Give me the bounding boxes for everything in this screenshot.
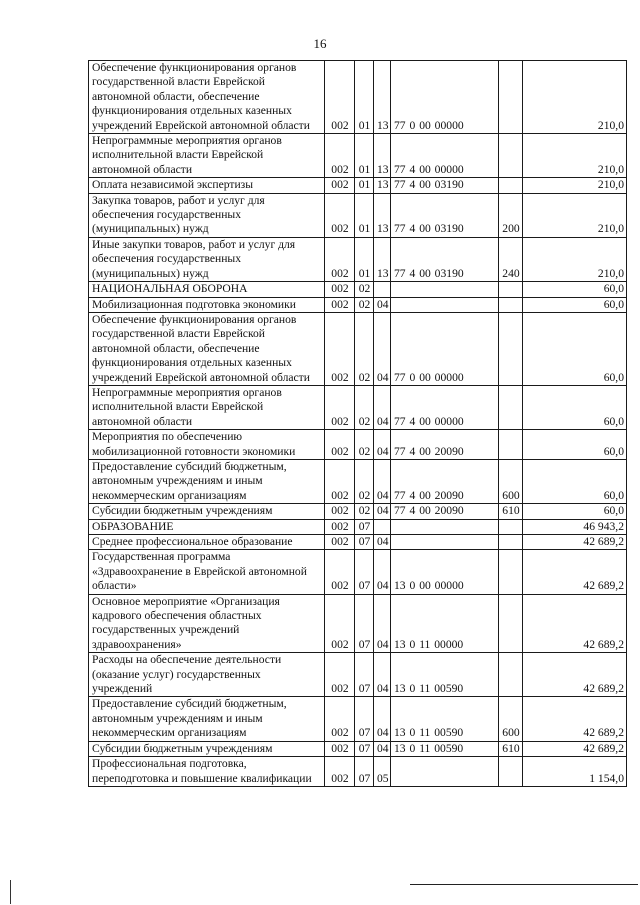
expense-name-cell: Предоставление субсидий бюджетным, автономным учреждениям и иным некоммерческим организациям bbox=[89, 459, 325, 503]
section-code-cell: 07 bbox=[355, 697, 374, 741]
left-margin-rule bbox=[10, 880, 11, 904]
expense-name-cell: Субсидии бюджетным учреждениям bbox=[89, 504, 325, 519]
grbs-code-cell: 002 bbox=[325, 741, 355, 756]
subsection-code-cell: 04 bbox=[374, 535, 391, 550]
grbs-code-cell: 002 bbox=[325, 282, 355, 297]
amount-cell: 1 154,0 bbox=[523, 757, 627, 787]
section-code-cell: 02 bbox=[355, 504, 374, 519]
grbs-code-cell: 002 bbox=[325, 178, 355, 193]
amount-cell: 210,0 bbox=[523, 193, 627, 237]
target-article-cell: 77 4 00 20090 bbox=[391, 430, 499, 460]
section-code-cell: 01 bbox=[355, 61, 374, 134]
amount-cell: 60,0 bbox=[523, 312, 627, 385]
target-article-cell: 13 0 00 00000 bbox=[391, 550, 499, 594]
amount-cell: 42 689,2 bbox=[523, 653, 627, 697]
subsection-code-cell: 04 bbox=[374, 459, 391, 503]
grbs-code-cell: 002 bbox=[325, 385, 355, 429]
subsection-code-cell: 05 bbox=[374, 757, 391, 787]
expense-type-cell bbox=[499, 134, 523, 178]
amount-cell: 42 689,2 bbox=[523, 741, 627, 756]
table-row bbox=[89, 653, 627, 697]
section-code-cell: 01 bbox=[355, 134, 374, 178]
table-row bbox=[89, 61, 627, 134]
table-row bbox=[89, 697, 627, 741]
table-row bbox=[89, 741, 627, 756]
amount-cell: 46 943,2 bbox=[523, 519, 627, 534]
section-code-cell: 02 bbox=[355, 430, 374, 460]
expense-type-cell: 600 bbox=[499, 459, 523, 503]
subsection-code-cell: 04 bbox=[374, 550, 391, 594]
section-code-cell: 02 bbox=[355, 385, 374, 429]
grbs-code-cell: 002 bbox=[325, 697, 355, 741]
expense-name-cell: Расходы на обеспечение деятельности (оказание услуг) государственных учреждений bbox=[89, 653, 325, 697]
expense-name-cell: Мероприятия по обеспечению мобилизационной готовности экономики bbox=[89, 430, 325, 460]
subsection-code-cell: 04 bbox=[374, 697, 391, 741]
target-article-cell: 13 0 11 00590 bbox=[391, 653, 499, 697]
target-article-cell: 77 0 00 00000 bbox=[391, 61, 499, 134]
target-article-cell bbox=[391, 535, 499, 550]
amount-cell: 42 689,2 bbox=[523, 594, 627, 653]
expense-name-cell: Оплата независимой экспертизы bbox=[89, 178, 325, 193]
grbs-code-cell: 002 bbox=[325, 134, 355, 178]
amount-cell: 210,0 bbox=[523, 178, 627, 193]
expense-type-cell: 240 bbox=[499, 237, 523, 281]
expense-name-cell: Среднее профессиональное образование bbox=[89, 535, 325, 550]
table-row bbox=[89, 134, 627, 178]
amount-cell: 42 689,2 bbox=[523, 535, 627, 550]
amount-cell: 60,0 bbox=[523, 430, 627, 460]
target-article-cell bbox=[391, 282, 499, 297]
section-code-cell: 07 bbox=[355, 519, 374, 534]
table-row bbox=[89, 312, 627, 385]
amount-cell: 42 689,2 bbox=[523, 550, 627, 594]
section-code-cell: 07 bbox=[355, 741, 374, 756]
expense-type-cell bbox=[499, 519, 523, 534]
target-article-cell: 13 0 11 00590 bbox=[391, 741, 499, 756]
table-row bbox=[89, 519, 627, 534]
expense-type-cell bbox=[499, 61, 523, 134]
target-article-cell: 77 4 00 03190 bbox=[391, 193, 499, 237]
amount-cell: 210,0 bbox=[523, 61, 627, 134]
subsection-code-cell: 04 bbox=[374, 385, 391, 429]
table-row bbox=[89, 282, 627, 297]
subsection-code-cell: 04 bbox=[374, 312, 391, 385]
expense-type-cell: 600 bbox=[499, 697, 523, 741]
section-code-cell: 07 bbox=[355, 757, 374, 787]
section-code-cell: 01 bbox=[355, 178, 374, 193]
expense-type-cell bbox=[499, 178, 523, 193]
expense-type-cell: 610 bbox=[499, 504, 523, 519]
grbs-code-cell: 002 bbox=[325, 519, 355, 534]
table-row bbox=[89, 237, 627, 281]
grbs-code-cell: 002 bbox=[325, 237, 355, 281]
expense-type-cell bbox=[499, 757, 523, 787]
target-article-cell bbox=[391, 297, 499, 312]
subsection-code-cell: 13 bbox=[374, 134, 391, 178]
subsection-code-cell: 04 bbox=[374, 430, 391, 460]
target-article-cell: 77 4 00 20090 bbox=[391, 459, 499, 503]
section-code-cell: 01 bbox=[355, 193, 374, 237]
amount-cell: 210,0 bbox=[523, 237, 627, 281]
grbs-code-cell: 002 bbox=[325, 312, 355, 385]
section-code-cell: 01 bbox=[355, 237, 374, 281]
expense-name-cell: Непрограммные мероприятия органов исполнительной власти Еврейской автономной области bbox=[89, 385, 325, 429]
expense-type-cell bbox=[499, 297, 523, 312]
table-row bbox=[89, 535, 627, 550]
amount-cell: 60,0 bbox=[523, 504, 627, 519]
target-article-cell: 77 0 00 00000 bbox=[391, 312, 499, 385]
grbs-code-cell: 002 bbox=[325, 653, 355, 697]
target-article-cell: 77 4 00 00000 bbox=[391, 134, 499, 178]
section-code-cell: 07 bbox=[355, 594, 374, 653]
target-article-cell: 77 4 00 03190 bbox=[391, 178, 499, 193]
expense-name-cell: Обеспечение функционирования органов государственной власти Еврейской автономной области, обеспечение функционирования отдельных казенных учреждений Еврейской автономной области bbox=[89, 61, 325, 134]
subsection-code-cell: 04 bbox=[374, 297, 391, 312]
table-row bbox=[89, 459, 627, 503]
expense-type-cell bbox=[499, 282, 523, 297]
target-article-cell: 77 4 00 20090 bbox=[391, 504, 499, 519]
expense-type-cell bbox=[499, 385, 523, 429]
expense-name-cell: НАЦИОНАЛЬНАЯ ОБОРОНА bbox=[89, 282, 325, 297]
subsection-code-cell: 13 bbox=[374, 61, 391, 134]
subsection-code-cell bbox=[374, 282, 391, 297]
amount-cell: 60,0 bbox=[523, 385, 627, 429]
amount-cell: 210,0 bbox=[523, 134, 627, 178]
section-code-cell: 02 bbox=[355, 297, 374, 312]
expense-name-cell: ОБРАЗОВАНИЕ bbox=[89, 519, 325, 534]
table-row bbox=[89, 594, 627, 653]
expense-name-cell: Субсидии бюджетным учреждениям bbox=[89, 741, 325, 756]
expense-name-cell: Государственная программа «Здравоохранение в Еврейской автономной области» bbox=[89, 550, 325, 594]
target-article-cell: 77 4 00 03190 bbox=[391, 237, 499, 281]
table-row bbox=[89, 550, 627, 594]
expense-name-cell: Мобилизационная подготовка экономики bbox=[89, 297, 325, 312]
section-code-cell: 02 bbox=[355, 282, 374, 297]
grbs-code-cell: 002 bbox=[325, 504, 355, 519]
expense-type-cell bbox=[499, 535, 523, 550]
expense-type-cell: 200 bbox=[499, 193, 523, 237]
section-code-cell: 07 bbox=[355, 535, 374, 550]
grbs-code-cell: 002 bbox=[325, 61, 355, 134]
grbs-code-cell: 002 bbox=[325, 535, 355, 550]
expense-type-cell bbox=[499, 312, 523, 385]
expense-type-cell: 610 bbox=[499, 741, 523, 756]
subsection-code-cell: 04 bbox=[374, 594, 391, 653]
table-row bbox=[89, 757, 627, 787]
table-row bbox=[89, 297, 627, 312]
grbs-code-cell: 002 bbox=[325, 193, 355, 237]
subsection-code-cell: 13 bbox=[374, 193, 391, 237]
grbs-code-cell: 002 bbox=[325, 297, 355, 312]
grbs-code-cell: 002 bbox=[325, 430, 355, 460]
expense-name-cell: Профессиональная подготовка, переподготовка и повышение квалификации bbox=[89, 757, 325, 787]
amount-cell: 60,0 bbox=[523, 297, 627, 312]
expense-type-cell bbox=[499, 653, 523, 697]
expense-type-cell bbox=[499, 430, 523, 460]
target-article-cell bbox=[391, 757, 499, 787]
expense-name-cell: Основное мероприятие «Организация кадрового обеспечения областных государственных учреждений здравоохранения» bbox=[89, 594, 325, 653]
table-row bbox=[89, 385, 627, 429]
expense-type-cell bbox=[499, 550, 523, 594]
grbs-code-cell: 002 bbox=[325, 594, 355, 653]
expense-type-cell bbox=[499, 594, 523, 653]
expense-name-cell: Непрограммные мероприятия органов исполнительной власти Еврейской автономной области bbox=[89, 134, 325, 178]
target-article-cell: 13 0 11 00590 bbox=[391, 697, 499, 741]
expense-name-cell: Предоставление субсидий бюджетным, автономным учреждениям и иным некоммерческим организациям bbox=[89, 697, 325, 741]
grbs-code-cell: 002 bbox=[325, 459, 355, 503]
table-row bbox=[89, 178, 627, 193]
expense-name-cell: Обеспечение функционирования органов государственной власти Еврейской автономной области, обеспечение функционирования отдельных казенных учреждений Еврейской автономной области bbox=[89, 312, 325, 385]
amount-cell: 60,0 bbox=[523, 282, 627, 297]
amount-cell: 42 689,2 bbox=[523, 697, 627, 741]
budget-table bbox=[88, 60, 627, 787]
expense-name-cell: Закупка товаров, работ и услуг для обеспечения государственных (муниципальных) нужд bbox=[89, 193, 325, 237]
grbs-code-cell: 002 bbox=[325, 550, 355, 594]
grbs-code-cell: 002 bbox=[325, 757, 355, 787]
subsection-code-cell: 13 bbox=[374, 237, 391, 281]
section-code-cell: 07 bbox=[355, 550, 374, 594]
subsection-code-cell bbox=[374, 519, 391, 534]
table-row bbox=[89, 504, 627, 519]
subsection-code-cell: 04 bbox=[374, 504, 391, 519]
page-number: 16 bbox=[313, 36, 327, 51]
subsection-code-cell: 13 bbox=[374, 178, 391, 193]
subsection-code-cell: 04 bbox=[374, 653, 391, 697]
section-code-cell: 02 bbox=[355, 312, 374, 385]
target-article-cell: 13 0 11 00000 bbox=[391, 594, 499, 653]
table-row bbox=[89, 193, 627, 237]
target-article-cell: 77 4 00 00000 bbox=[391, 385, 499, 429]
section-code-cell: 02 bbox=[355, 459, 374, 503]
table-row bbox=[89, 430, 627, 460]
expense-name-cell: Иные закупки товаров, работ и услуг для обеспечения государственных (муниципальных) нужд bbox=[89, 237, 325, 281]
amount-cell: 60,0 bbox=[523, 459, 627, 503]
subsection-code-cell: 04 bbox=[374, 741, 391, 756]
target-article-cell bbox=[391, 519, 499, 534]
section-code-cell: 07 bbox=[355, 653, 374, 697]
bottom-rule bbox=[410, 884, 638, 885]
